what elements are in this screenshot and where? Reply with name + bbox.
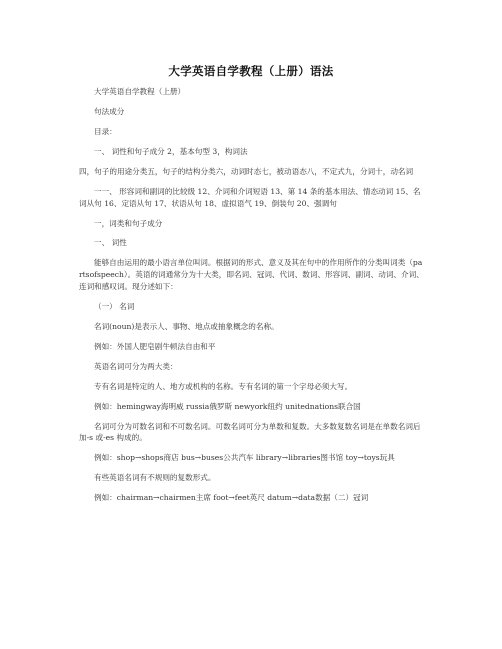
paragraph: 专有名词是特定的人、地方或机构的名称。专有名词的第一个字母必须大写。: [94, 381, 353, 391]
section-heading: （一） 名词: [94, 301, 135, 311]
paragraph: 例如：chairman→chairmen主席 foot→feet英尺 datum→data数据（二）冠词: [94, 493, 369, 503]
document-body: [79, 86, 425, 512]
paragraph: 能够自由运用的最小语言单位叫词。根据词的形式、意义及其在句中的作用所作的分类叫词类（partsofspeech）。英语的词通常分为十大类，即名词、冠词、代词、数词、形容词、副词、动词、介词、连词和感叹词。现分述如下：: [79, 258, 424, 291]
paragraph: 名词可分为可数名词和不可数名词。可数名词可分为单数和复数。大多数复数名词是在单数名词后加-s 或-es 构成的。: [79, 421, 421, 443]
paragraph: 有些英语名词有不规则的复数形式。: [94, 473, 216, 483]
paragraph: 大学英语自学教程（上册）: [94, 87, 186, 96]
paragraph: 英语名词可分为两大类：: [94, 361, 178, 371]
section-heading: 一、 词性: [94, 238, 127, 248]
paragraph: 一一、 形容词和副词的比较级 12、介词和介词短语 13、第 14 条的基本用法、情态动词 15、名词从句 16、定语从句 17、状语从句 18、虚拟语气 19、倒装句 20、强调句: [79, 186, 421, 208]
paragraph: 例如：外国人肥皂剧牛顿法自由和平: [94, 341, 216, 351]
paragraph: 例如：hemingway海明威 russia俄罗斯 newyork纽约 unitednations联合国: [94, 401, 361, 411]
paragraph: 四，句子的用途分类五，句子的结构分类六，动词时态七，被动语态八，不定式九，分词十，动名词: [79, 166, 414, 176]
page-title: 大学英语自学教程（上册）语法: [168, 64, 334, 78]
paragraph: 目录：: [94, 126, 117, 136]
paragraph: 句法成分: [94, 106, 125, 116]
paragraph: 名词(noun)是表示人、事物、地点或抽象概念的名称。: [94, 321, 279, 331]
section-heading: 一，词类和句子成分: [94, 218, 163, 228]
paragraph: 一、 词性和句子成分 2，基本句型 3，构词法: [94, 146, 248, 156]
paragraph: 例如：shop→shops商店 bus→buses公共汽车 library→libraries图书馆 toy→toys玩具: [94, 453, 395, 463]
